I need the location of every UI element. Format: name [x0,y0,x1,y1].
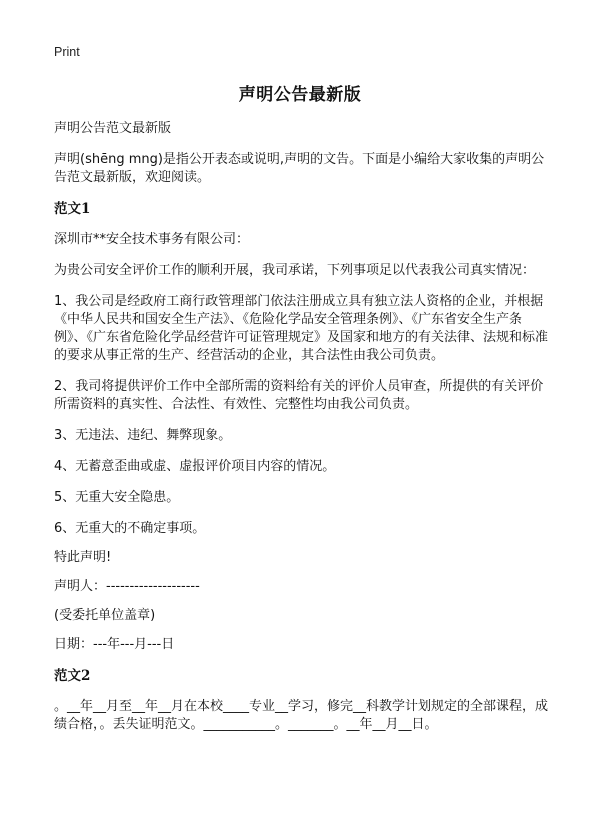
document-body [54,120,554,734]
closing-statement: 特此声明! [54,550,112,565]
list-item: 1、我公司是经政府工商行政管理部门依法注册成立具有独立法人资格的企业，并根据《中华人民共和国安全生产法》、《危险化学品安全管理条例》、《广东省安全生产条例》、《广东省危险化学品经营许可证管理规定》及国家和地方的有关法律、法规和标准的要求从事正常的生产、经营活动的企业，其合法性由我公司负责。 [54,294,549,363]
seal-note: (受委托单位盖章) [54,608,156,623]
list-item: 4、无蓄意歪曲或虚、虚报评价项目内容的情况。 [54,459,336,474]
lead-paragraph: 为贵公司安全评价工作的顺利开展，我司承诺，下列事项足以代表我公司真实情况： [54,263,536,278]
list-item: 5、无重大安全隐患。 [54,490,180,505]
addressee: 深圳市**安全技术事务有限公司： [54,232,250,247]
document-subtitle: 声明公告范文最新版 [54,121,172,136]
print-link[interactable]: Print [54,45,80,59]
list-item: 3、无违法、违纪、舞弊现象。 [54,428,232,443]
list-item: 6、无重大的不确定事项。 [54,521,206,536]
signer-line: 声明人：-------------------- [54,579,200,594]
list-item: 2、我司将提供评价工作中全部所需的资料给有关的评价人员审查，所提供的有关评价所需资料的真实性、合法性、有效性、完整性均由我公司负责。 [54,379,544,412]
intro-paragraph: 声明(shēng mng)是指公开表态或说明,声明的文告。下面是小编给大家收集的声明公告范文最新版，欢迎阅读。 [54,152,545,185]
date-line: 日期：---年---月---日 [54,637,175,652]
section-heading-1: 范文1 [54,201,91,217]
document-title: 声明公告最新版 [238,85,362,105]
section-heading-2: 范文2 [54,668,91,684]
section-2-paragraph: 。__年__月至__年__月在本校____专业__学习，修完__科教学计划规定的全部课程，成绩合格，。丢失证明范文。___________。_______。__年__月__日。 [54,699,549,732]
